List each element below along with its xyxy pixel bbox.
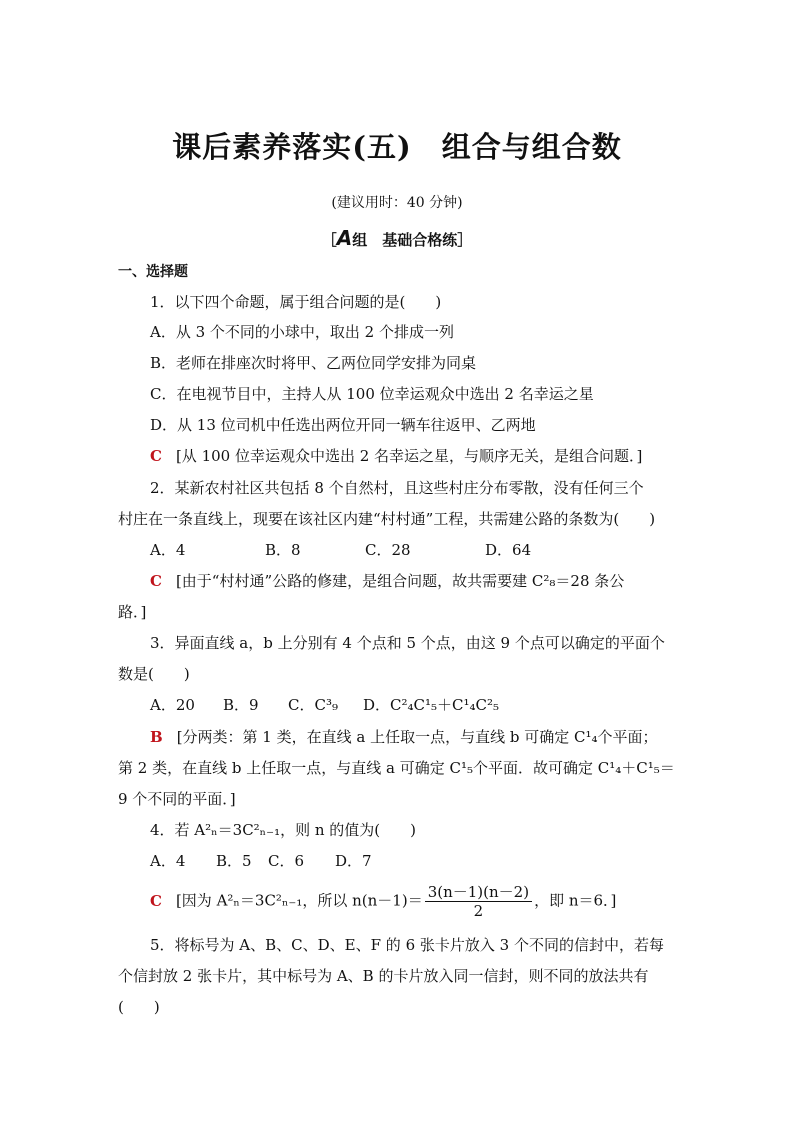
q2-option-d: D．64 — [485, 541, 532, 559]
q4-option-b: B．5 — [216, 852, 252, 870]
q4-explanation-part2: ，即 n＝6．] — [534, 891, 617, 910]
q4-explanation-part1: [因为 A²ₙ＝3C²ₙ₋₁，所以 n(n－1)＝ — [175, 891, 423, 910]
bracket-open: ［ — [321, 231, 337, 249]
q3-answer: B — [150, 728, 163, 746]
q4-fraction-denominator: 2 — [473, 902, 484, 920]
q4-options — [150, 851, 710, 871]
q3-option-c: C．C³₉ — [288, 696, 338, 714]
q1-answer-line — [150, 446, 710, 466]
q4-option-c: C．6 — [268, 852, 305, 870]
q2-answer-line — [150, 571, 710, 591]
q2-options — [150, 540, 710, 560]
q5-stem-line2: 个信封放 2 张卡片，其中标号为 A、B 的卡片放入同一信封，则不同的放法共有 — [118, 967, 649, 985]
q3-explanation-line3: 9 个不同的平面．] — [118, 790, 236, 808]
q3-answer-line — [150, 727, 710, 747]
q3-option-b: B．9 — [223, 696, 259, 714]
q1-answer: C — [150, 447, 162, 465]
q1-explanation: [从 100 位幸运观众中选出 2 名幸运之星，与顺序无关，是组合问题．] — [175, 447, 643, 465]
q5-stem-line3: ( ) — [118, 998, 160, 1016]
q4-fraction — [425, 883, 532, 920]
q5-stem-line1: 5．将标号为 A、B、C、D、E、F 的 6 张卡片放入 3 个不同的信封中，若每 — [150, 936, 664, 954]
page-title: 课后素养落实(五) 组合与组合数 — [172, 130, 622, 164]
group-heading — [0, 226, 794, 250]
q3-option-a: A．20 — [150, 696, 195, 714]
q4-answer-line — [150, 883, 710, 920]
group-label: 组 基础合格练 — [352, 231, 458, 249]
q3-explanation-line1: [分两类：第 1 类，在直线 a 上任取一点，与直线 b 可确定 C¹₄个平面； — [176, 728, 658, 746]
q4-fraction-numerator: 3(n－1)(n－2) — [425, 883, 532, 902]
q4-option-d: D．7 — [335, 852, 372, 870]
q4-answer: C — [150, 891, 162, 910]
q2-explanation-line2: 路．] — [118, 603, 147, 621]
q1-option-a: A．从 3 个不同的小球中，取出 2 个排成一列 — [150, 323, 454, 341]
q3-stem-line2: 数是( ) — [118, 665, 190, 683]
q2-option-c: C．28 — [365, 541, 411, 559]
q4-option-a: A．4 — [150, 852, 186, 870]
time-suggestion: (建议用时：40 分钟) — [331, 195, 463, 211]
q3-explanation-line2: 第 2 类，在直线 b 上任取一点，与直线 a 可确定 C¹₅个平面．故可确定 C¹₄＋C¹₅＝ — [118, 759, 675, 777]
q2-answer: C — [150, 572, 162, 590]
q3-option-d: D．C²₄C¹₅＋C¹₄C²₅ — [363, 696, 500, 714]
q2-option-a: A．4 — [150, 541, 186, 559]
q2-explanation-line1: [由于“村村通”公路的修建，是组合问题，故共需要建 C²₈＝28 条公 — [175, 572, 625, 590]
q2-option-b: B．8 — [265, 541, 301, 559]
section-heading: 一、选择题 — [118, 264, 188, 280]
group-badge: A — [336, 226, 353, 250]
q2-stem-line1: 2．某新农村社区共包括 8 个自然村，且这些村庄分布零散，没有任何三个 — [150, 479, 644, 497]
q3-options — [150, 695, 710, 715]
bracket-close: ］ — [457, 231, 473, 249]
q3-stem-line1: 3．异面直线 a，b 上分别有 4 个点和 5 个点，由这 9 个点可以确定的平面个 — [150, 634, 665, 652]
q1-option-c: C．在电视节目中，主持人从 100 位幸运观众中选出 2 名幸运之星 — [150, 385, 594, 403]
q1-option-d: D．从 13 位司机中任选出两位开同一辆车往返甲、乙两地 — [150, 416, 536, 434]
q2-stem-line2: 村庄在一条直线上，现要在该社区内建“村村通”工程，共需建公路的条数为( ) — [118, 510, 656, 528]
q1-stem: 1．以下四个命题，属于组合问题的是( ) — [150, 293, 442, 311]
q4-stem: 4．若 A²ₙ＝3C²ₙ₋₁，则 n 的值为( ) — [150, 821, 417, 839]
q1-option-b: B．老师在排座次时将甲、乙两位同学安排为同桌 — [150, 354, 477, 372]
